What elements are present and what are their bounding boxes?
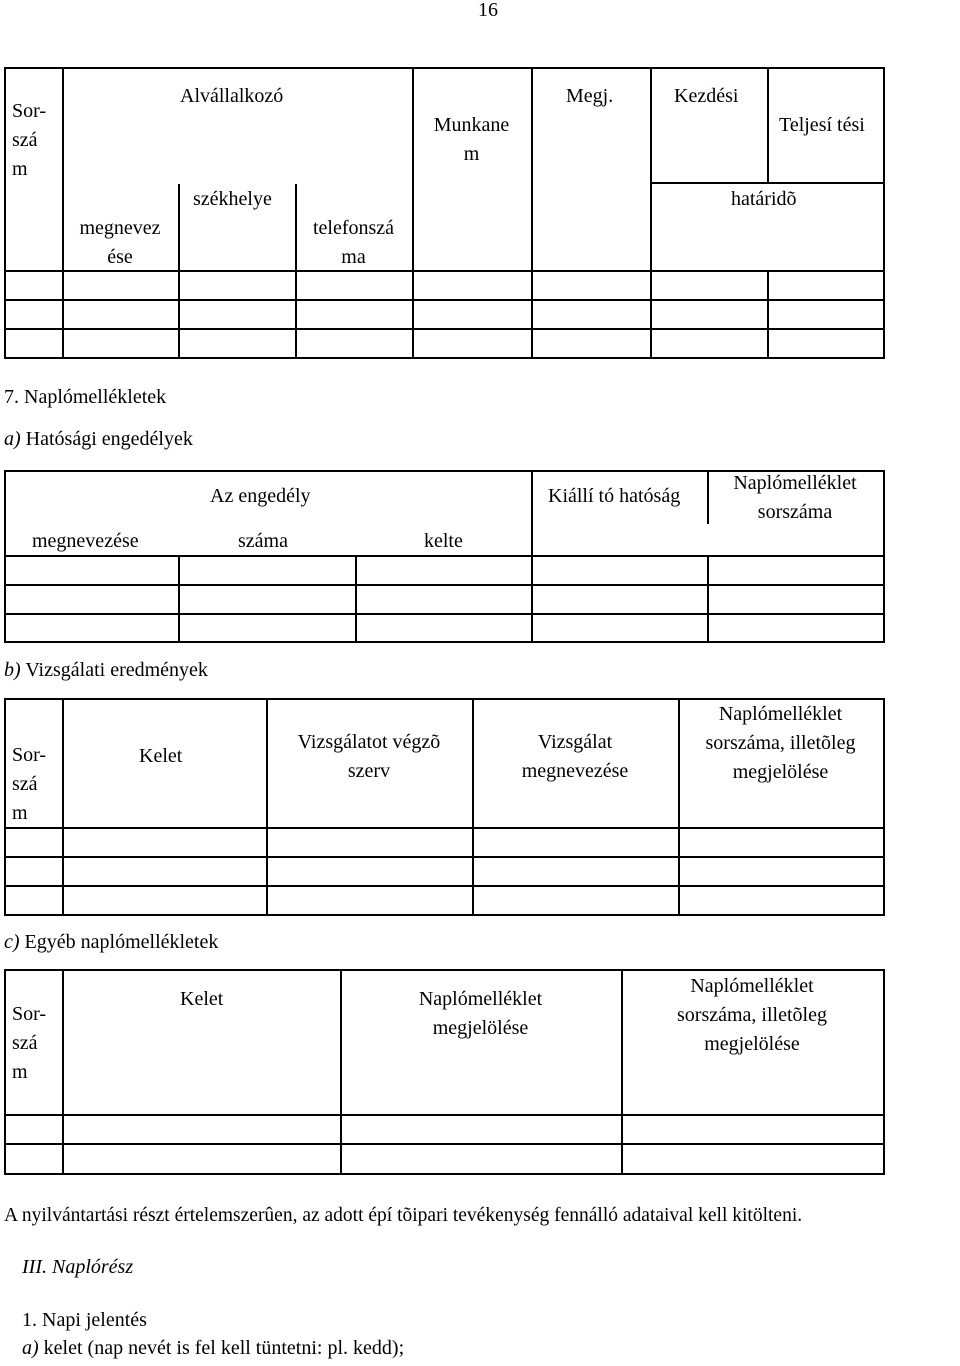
number-header: száma: [238, 530, 288, 552]
date-header: kelte: [424, 530, 463, 552]
annex-header: Naplómelléklet sorszáma, illetõleg megjelölése: [705, 703, 856, 783]
section-c-heading: [4, 928, 218, 957]
start-header: Kezdési: [674, 85, 739, 107]
item-1-title: 1. Napi jelentés: [22, 1309, 147, 1331]
test-header: Vizsgálat megnevezése: [521, 731, 629, 782]
section-c-label: c): [4, 931, 20, 953]
section-a-text: Hatósági engedélyek: [25, 428, 193, 450]
annex-mark-header: Naplómelléklet megjelölése: [418, 988, 543, 1039]
annex-num-header: Naplómelléklet sorszáma, illetõleg megjelölése: [677, 975, 827, 1055]
section-a-heading: [4, 425, 193, 454]
date-header: Kelet: [180, 988, 224, 1010]
note-header: Megj.: [566, 85, 614, 107]
deadline-header: határidõ: [731, 188, 797, 210]
part-3-title: III. Naplórész: [22, 1256, 134, 1278]
item-1-a-text: kelet (nap nevét is fel kell tüntetni: pl. kedd);: [43, 1337, 405, 1359]
seat-header: székhelye: [193, 188, 272, 210]
subcontractor-header: Alvállalkozó: [180, 85, 284, 107]
section-a-label: a): [4, 428, 21, 450]
work-header: Munkane m: [433, 114, 510, 165]
annex-header: Naplómelléklet sorszáma: [733, 472, 857, 523]
item-1-a-label: a): [22, 1337, 39, 1359]
item-1-a: [22, 1334, 404, 1363]
serial-header: Sor- szá m: [12, 744, 47, 824]
page-number: 16: [478, 0, 498, 21]
section-b-text: Vizsgálati eredmények: [25, 659, 208, 681]
permit-header: Az engedély: [210, 485, 311, 507]
name-header: megnevezése: [32, 530, 139, 552]
section-7-title: 7. Naplómellékletek: [4, 386, 167, 408]
org-header: Vizsgálatot végzõ szerv: [297, 731, 441, 782]
serial-header: Sor- szá m: [12, 100, 47, 180]
completion-header: Teljesí tési: [779, 114, 865, 136]
section-c-text: Egyéb naplómellékletek: [24, 931, 219, 953]
section-b-label: b): [4, 659, 21, 681]
issuer-header: Kiállí tó hatóság: [548, 485, 681, 507]
serial-header: Sor- szá m: [12, 1003, 47, 1083]
note-paragraph: A nyilvántartási részt értelemszerûen, az adott épí tõipari tevékenység fennálló adataival kell kitölteni.: [4, 1205, 803, 1226]
section-b-heading: [4, 656, 208, 685]
date-header: Kelet: [139, 745, 183, 767]
name-header: megnevez ése: [79, 217, 161, 268]
phone-header: telefonszá ma: [312, 217, 395, 268]
